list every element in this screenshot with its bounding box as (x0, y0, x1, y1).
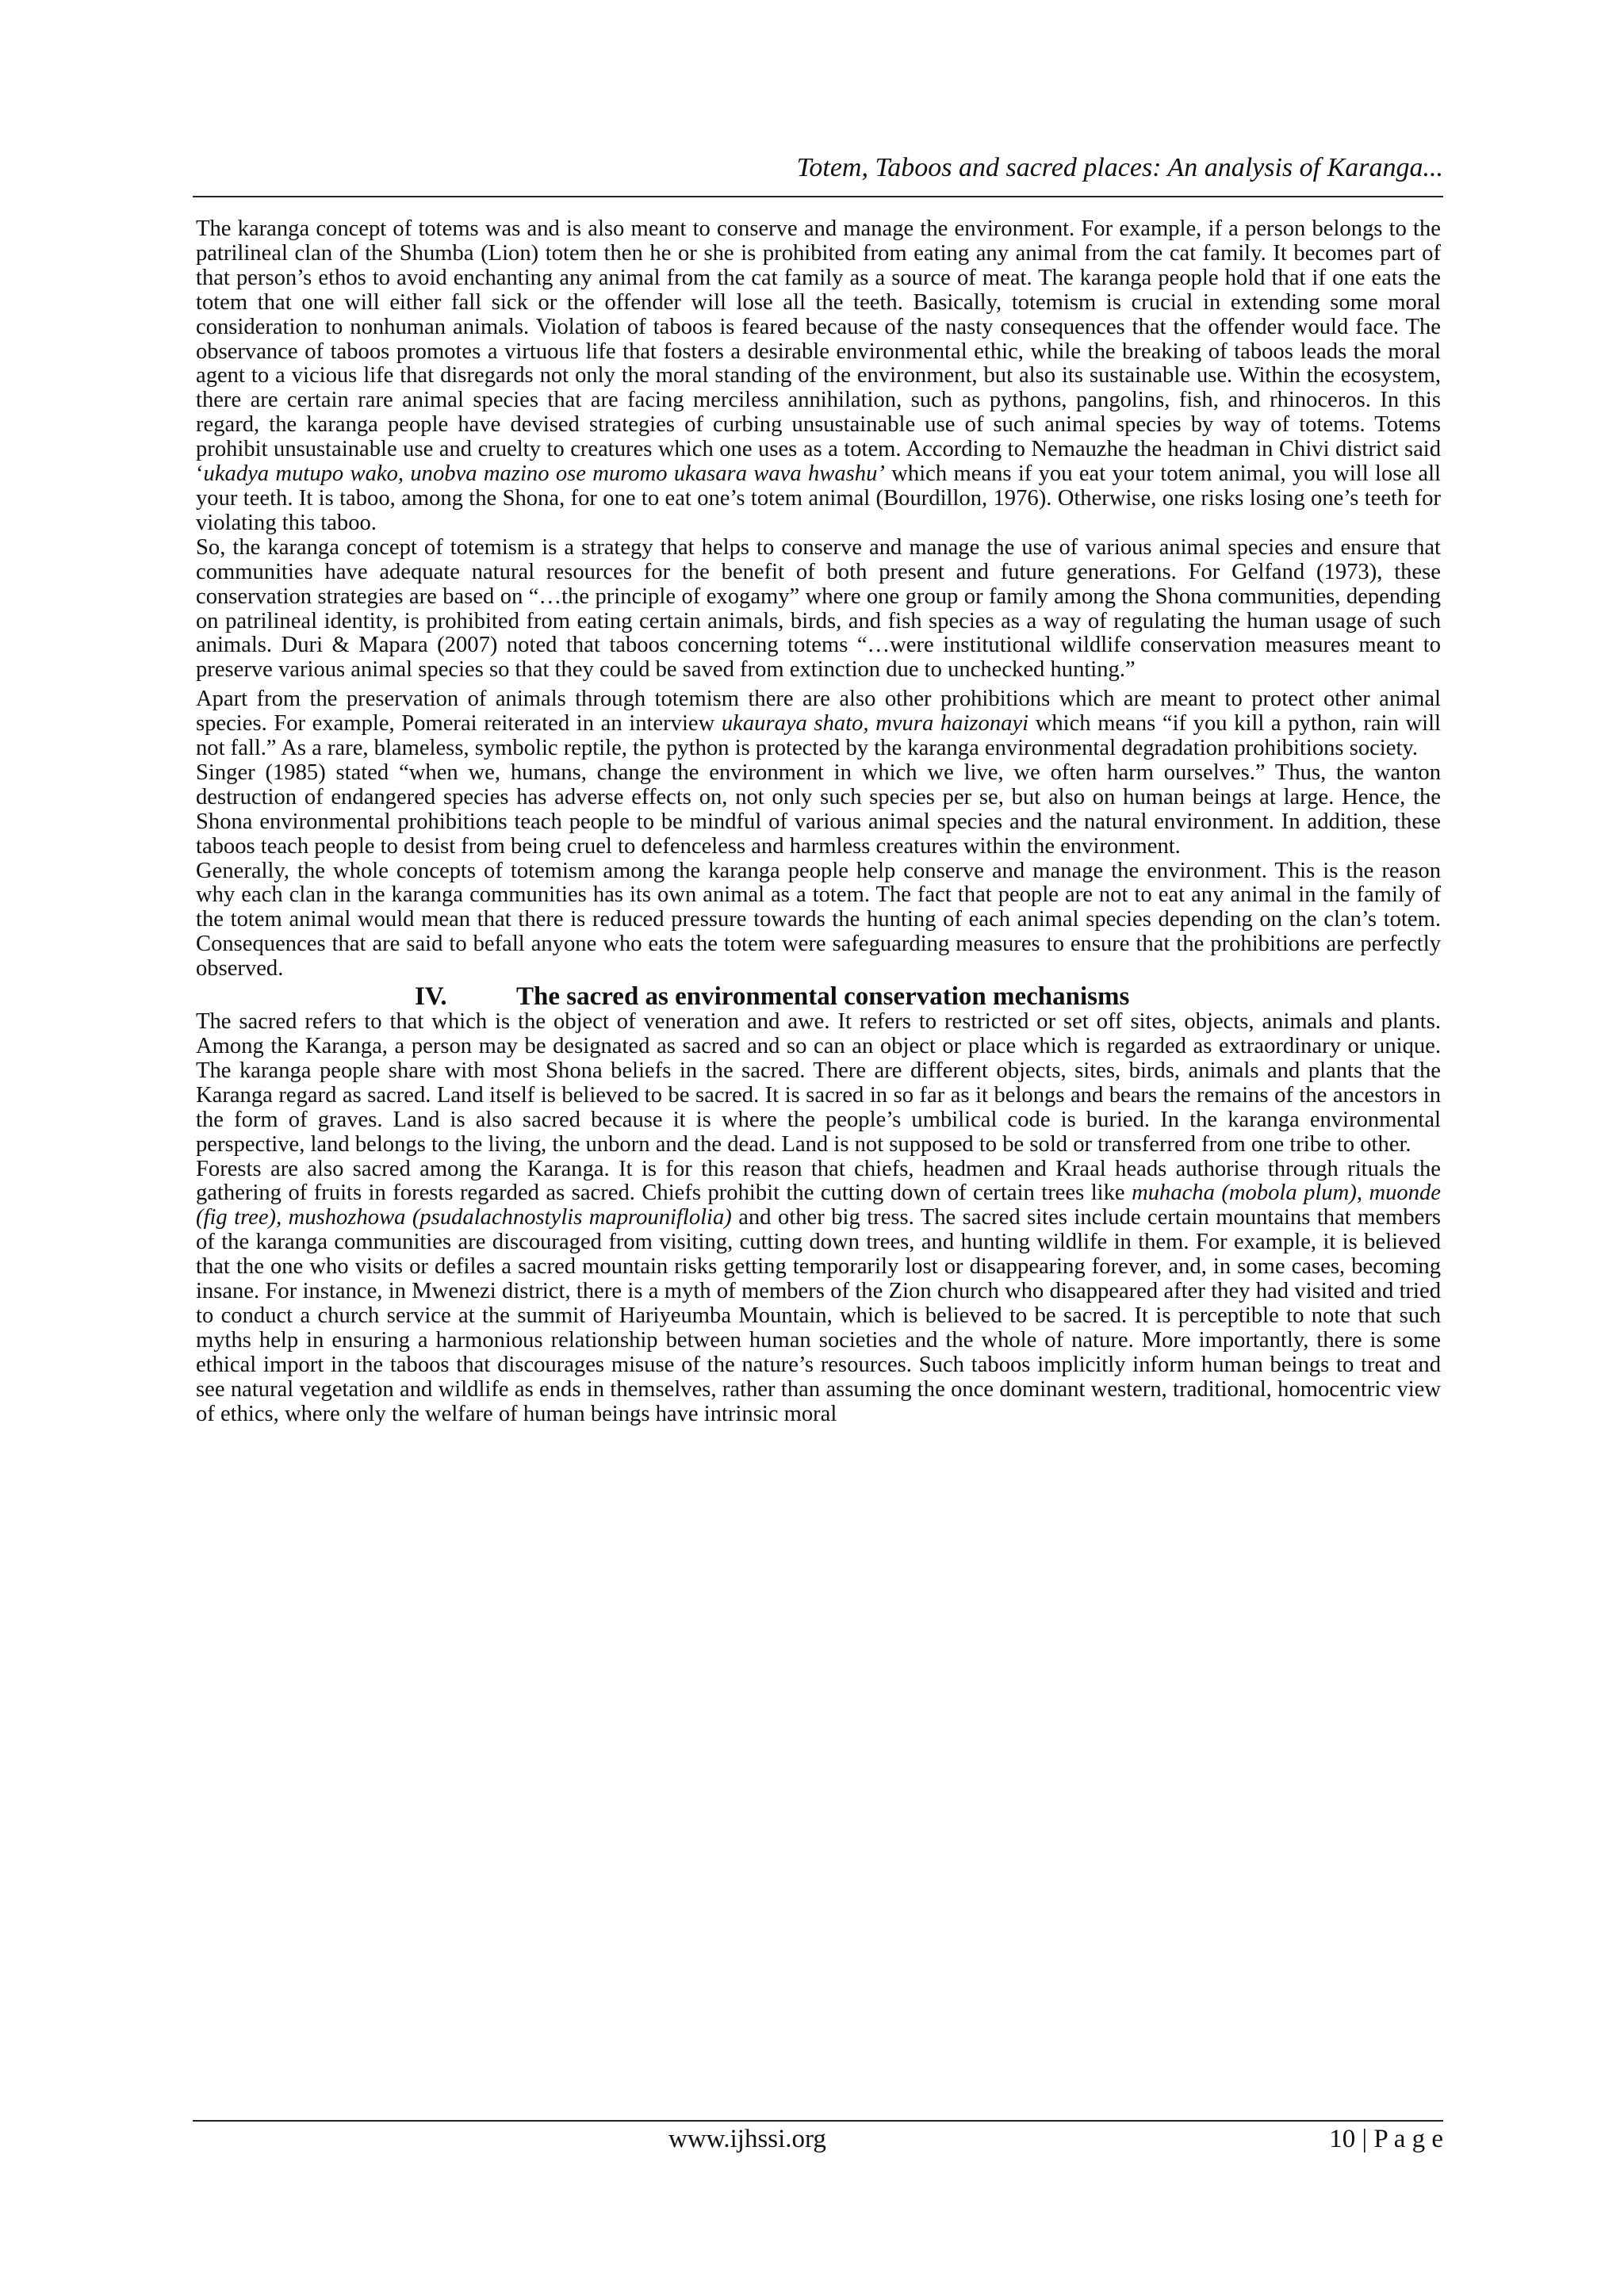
header-divider (193, 196, 1443, 197)
tree-names: muhacha (mobola plum), muonde (fig tree), mushozhowa (psudalachnostylis maprouniflolia) (196, 1181, 1441, 1230)
section-title: The sacred as environmental conservation mechanisms (516, 982, 1130, 1012)
paragraph-totemism-strategy: So, the karanga concept of totemism is a strategy that helps to conserve and manage the use of various animal species and ensure that communities have adequate natural resources for the benefit of both present and future generations. For Gelfand (1973), these conservation strategies are based on “…the principle of exogamy” where one group or family among the Shona communities, depending on patrilineal identity, is prohibited from eating certain animals, birds, and fish species as a way of regulating the human usage of such animals. Duri & Mapara (2007) noted that taboos concerning totems “…were institutional wildlife conservation measures meant to preserve various animal species so that they could be saved from extinction due to unchecked hunting.” (196, 534, 1441, 683)
paragraph-clan-totems: Generally, the whole concepts of totemism among the karanga people help conserve and manage the environment. This is the reason why each clan in the karanga communities has its own animal as a totem. The fact that people are not to eat any animal in the family of the totem animal would mean that there is reduced pressure towards the hunting of each animal species depending on the clan’s totem. Consequences that are said to befall anyone who eats the totem were safeguarding measures to ensure that the prohibitions are perfectly observed. (196, 858, 1441, 982)
paragraph-python-prohibition (196, 687, 1441, 761)
article-body (196, 217, 1441, 1427)
paragraph-text: which means if you eat your totem animal, you will lose all your teeth. It is taboo, among the Shona, for one to eat one’s totem animal (Bourdillon, 1976). Otherwise, one risks losing one’s teeth for violating this taboo. (196, 461, 1441, 535)
paragraph-text: Forests are also sacred among the Karanga. It is for this reason that chiefs, headmen and Kraal heads authorise through rituals the gathering of fruits in forests regarded as sacred. Chiefs prohibit the cutting down of certain trees like (196, 1156, 1441, 1206)
page-number: 10 | P a g e (1329, 2125, 1443, 2153)
paragraph-text: and other big tress. The sacred sites include certain mountains that members of the karanga communities are discouraged from visiting, cutting down trees, and hunting wildlife in them. For example, it is believed that the one who visits or defiles a sacred mountain risks getting temporarily lost or disappearing forever, and, in some cases, becoming insane. For instance, in Mwenezi district, there is a myth of members of the Zion church who disappeared after they had visited and tried to conduct a church service at the summit of Hariyeumba Mountain, which is believed to be sacred. It is perceptible to note that such myths help in ensuring a harmonious relationship between human societies and the whole of nature. More importantly, there is some ethical import in the taboos that discourages misuse of the nature’s resources. Such taboos implicitly inform human beings to treat and see natural vegetation and wildlife as ends in themselves, rather than assuming the once dominant western, traditional, homocentric view of ethics, where only the welfare of human beings have intrinsic moral (196, 1205, 1441, 1426)
paragraph-totem-conservation (196, 217, 1441, 536)
paragraph-text: Apart from the preservation of animals through totemism there are also other prohibitions which are meant to protect other animal species. For example, Pomerai reiterated in an interview (196, 687, 1441, 737)
running-header: Totem, Taboos and sacred places: An analysis of Karanga... (796, 153, 1443, 182)
shona-quote: ukauraya shato, mvura haizonayi (721, 711, 1029, 737)
section-heading (196, 983, 1441, 1010)
footer-divider (193, 2120, 1443, 2122)
paragraph-text: The karanga concept of totems was and is also meant to conserve and manage the environment. For example, if a person belongs to the patrilineal clan of the Shumba (Lion) totem then he or she is prohibited from eating any animal from the cat family. It becomes part of that person’s ethos to avoid enchanting any animal from the cat family as a source of meat. The karanga people hold that if one eats the totem that one will either fall sick or the offender will lose all the teeth. Basically, totemism is crucial in extending some moral consideration to nonhuman animals. Violation of taboos is feared because of the nasty consequences that the offender would face. The observance of taboos promotes a virtuous life that fosters a desirable environmental ethic, while the breaking of taboos leads the moral agent to a vicious life that disregards not only the moral standing of the environment, but also its sustainable use. Within the ecosystem, there are certain rare animal species that are facing merciless annihilation, such as pythons, pangolins, fish, and rhinoceros. In this regard, the karanga people have devised strategies of curbing unsustainable use of such animal species by way of totems. Totems prohibit unsustainable use and cruelty to creatures which one uses as a totem. According to Nemauzhe the headman in Chivi district said ‘ (196, 216, 1441, 487)
paragraph-sacred-forests (196, 1158, 1441, 1427)
paragraph-sacred-definition: The sacred refers to that which is the object of veneration and awe. It refers to restricted or set off sites, objects, animals and plants. Among the Karanga, a person may be designated as sacred and so can an object or place which is regarded as extraordinary or unique. The karanga people share with most Shona beliefs in the sacred. There are different objects, sites, birds, animals and plants that the Karanga regard as sacred. Land itself is believed to be sacred. It is sacred in so far as it belongs and bears the remains of the ancestors in the form of graves. Land is also sacred because it is where the people’s umbilical code is buried. In the karanga environmental perspective, land belongs to the living, the unborn and the dead. Land is not supposed to be sold or transferred from one tribe to other. (196, 1009, 1441, 1157)
footer-url: www.ijhssi.org (668, 2125, 826, 2153)
shona-quote: ukadya mutupo wako, unobva mazino ose muromo ukasara wava hwashu’ (203, 461, 885, 487)
paragraph-text: which means “if you kill a python, rain will not fall.” As a rare, blameless, symbolic reptile, the python is protected by the karanga environmental degradation prohibitions society. (196, 711, 1441, 761)
paragraph-singer: Singer (1985) stated “when we, humans, change the environment in which we live, we often harm ourselves.” Thus, the wanton destruction of endangered species has adverse effects on, not only such species per se, but also on human beings at large. Hence, the Shona environmental prohibitions teach people to be mindful of various animal species and the natural environment. In addition, these taboos teach people to desist from being cruel to defenceless and harmless creatures within the environment. (196, 760, 1441, 859)
section-number: IV. (415, 982, 447, 1012)
